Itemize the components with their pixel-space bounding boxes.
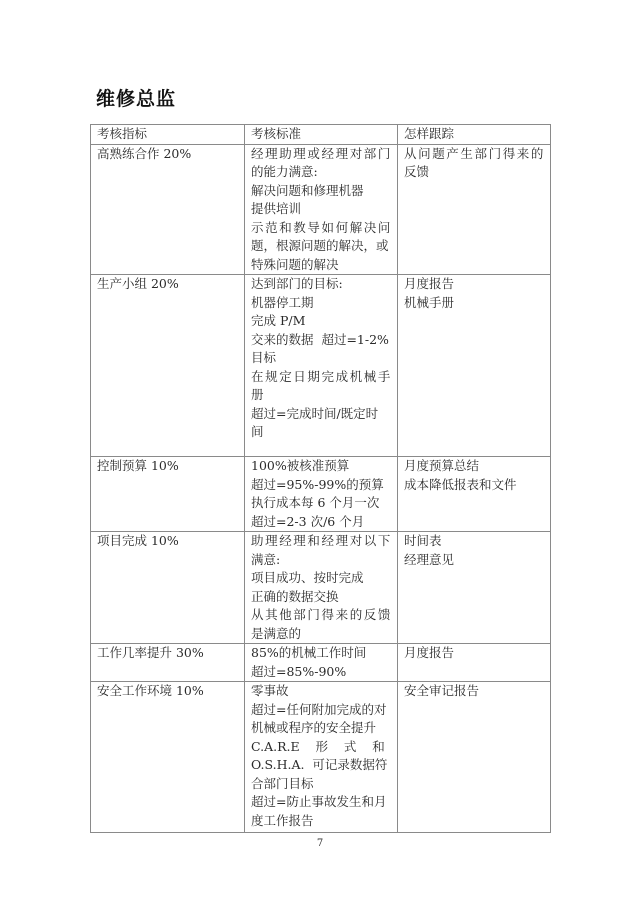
tracking-line: 经理意见 [404,551,455,567]
tracking-cell [398,457,551,532]
standard-cell [245,457,398,532]
page-number: 7 [316,838,324,849]
header-tracking: 怎样跟踪 [398,125,551,145]
standard-line: 零事故 [251,683,289,698]
standard-line: 从其他部门得来的反馈 [251,607,393,622]
standard-line: 示范和教导如何解决问 [251,219,393,235]
standard-line: 达到部门的目标: [251,276,343,291]
indicator-text: 控制预算 10% [97,458,179,473]
standard-line: 超过=95%-99%的预算 [251,476,384,492]
table-row [91,532,551,644]
standard-line: 助理经理和经理对以下 [251,533,393,548]
standard-line: 100%被核准预算 [251,458,350,473]
indicator-text: 项目完成 10% [97,533,179,548]
standard-line: 超过=任何附加完成的对 [251,701,387,717]
standard-line: 超过=防止事故发生和月 [251,794,387,809]
tracking-cell [398,144,551,275]
standard-line: 的能力满意: [251,164,318,179]
standard-line: 册 [251,387,264,402]
indicator-cell [91,275,245,457]
standard-cell [245,644,398,682]
indicator-cell [91,144,245,275]
standard-cell [245,275,398,457]
standard-line: C.A.R.E 形 式 和 [251,738,385,754]
standard-line: 满意: [251,551,281,567]
standard-line: 85%的机械工作时间 [251,645,367,660]
indicator-text: 生产小组 20% [97,276,179,291]
header-standard: 考核标准 [245,125,398,145]
standard-line: 执行成本每 6 个月一次 [251,495,380,510]
standard-line: O.S.H.A. 可记录数据符 [251,757,388,772]
standard-line: 项目成功、按时完成 [251,570,364,585]
table-header-row [91,125,551,145]
indicator-cell [91,644,245,682]
tracking-line: 月度报告 [404,645,455,660]
table-row [91,682,551,833]
header-indicator: 考核指标 [91,125,245,145]
tracking-cell [398,275,551,457]
indicator-cell [91,457,245,532]
table-row [91,275,551,457]
standard-cell [245,682,398,833]
standard-line: 度工作报告 [251,812,314,828]
standard-line: 目标 [251,350,277,365]
indicator-text: 安全工作环境 10% [97,683,204,698]
standard-line: 特殊问题的解决 [251,256,339,272]
standard-line: 间 [251,424,264,439]
tracking-line: 从问题产生部门得来的 [404,145,546,161]
tracking-line: 月度预算总结 [404,458,480,473]
indicator-text: 高熟练合作 20% [97,145,192,161]
tracking-cell [398,644,551,682]
tracking-cell [398,682,551,833]
tracking-line: 反馈 [404,164,430,179]
standard-line: 完成 P/M [251,313,306,328]
standard-line: 是满意的 [251,625,302,641]
indicator-text: 工作几率提升 30% [97,645,204,660]
standard-line: 超过=85%-90% [251,663,347,679]
indicator-cell [91,682,245,833]
standard-line: 机械或程序的安全提升 [251,720,377,735]
indicator-cell [91,532,245,644]
standard-cell [245,532,398,644]
standard-line: 超过=完成时间/既定时 [251,405,379,421]
standard-line: 解决问题和修理机器 [251,182,364,198]
standard-line: 机器停工期 [251,294,314,310]
standard-line: 正确的数据交换 [251,588,339,604]
tracking-line: 月度报告 [404,276,455,291]
standard-line: 提供培训 [251,201,302,216]
tracking-line: 机械手册 [404,294,455,310]
standard-line: 交来的数据 超过=1-2% [251,331,389,347]
standard-line: 在规定日期完成机械手 [251,368,393,384]
table-row [91,144,551,275]
tracking-line: 安全审记报告 [404,683,480,698]
standard-line: 经理助理或经理对部门 [251,145,393,161]
kpi-table [90,124,551,833]
standard-line: 合部门目标 [251,775,314,791]
table-row [91,457,551,532]
table-row [91,644,551,682]
page-title: 维修总监 [96,88,177,110]
standard-line: 题，根源问题的解决，或 [251,238,389,253]
tracking-cell [398,532,551,644]
standard-cell [245,144,398,275]
tracking-line: 时间表 [404,533,442,548]
standard-line: 超过=2-3 次/6 个月 [251,513,365,529]
tracking-line: 成本降低报表和文件 [404,476,517,492]
